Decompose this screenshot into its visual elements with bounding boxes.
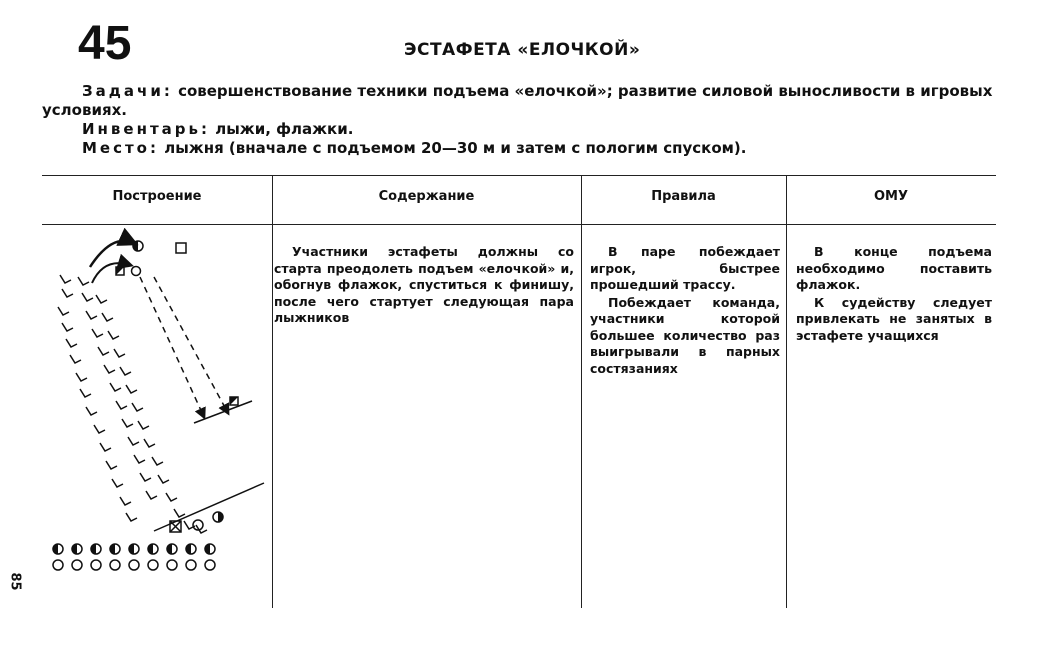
omu-text-1: В конце подъема необходимо поставить флажок. <box>796 244 992 292</box>
team-a-player-icon <box>91 544 101 554</box>
team-a-player-icon <box>148 544 158 554</box>
formation-diagram <box>42 225 272 658</box>
inventory-text: лыжи, флажки. <box>215 120 354 138</box>
column-header-rules: Правила <box>651 189 716 204</box>
half-filled-square-icon <box>116 267 124 275</box>
judge-crossed-square-icon <box>170 521 181 532</box>
team-a-player-icon <box>129 544 139 554</box>
rules-text-2: Побеждает команда, участники которой большее количество раз выигрывали в парных состязаниях <box>590 294 780 376</box>
start-flag-square-icon <box>176 243 186 253</box>
place-label: Место: <box>82 139 159 157</box>
exercise-number: 45 <box>78 17 132 70</box>
team-b-player-icon <box>91 560 101 570</box>
team-a-player-icon <box>186 544 196 554</box>
team-b-player-icon <box>186 560 196 570</box>
team-b-player-icon <box>72 560 82 570</box>
open-circle-icon <box>132 267 141 276</box>
column-divider-3 <box>786 175 787 608</box>
team-b-player-icon <box>129 560 139 570</box>
page-number: 85 <box>7 572 23 591</box>
column-header-omu: ОМУ <box>873 189 908 204</box>
exercise-table <box>42 175 996 608</box>
finish-half-square-icon <box>230 397 238 405</box>
team-b-player-icon <box>53 560 63 570</box>
tasks-label: Задачи: <box>82 82 173 100</box>
place-paragraph <box>82 139 996 158</box>
herringbone-track-right <box>96 295 207 533</box>
team-a-player-icon <box>72 544 82 554</box>
column-header-content: Содержание <box>378 189 475 204</box>
start-half-circle-icon <box>213 512 223 522</box>
omu-cell <box>796 244 992 345</box>
team-a-player-icon <box>53 544 63 554</box>
team-a-row <box>53 544 215 554</box>
team-b-player-icon <box>148 560 158 570</box>
top-half-filled-circle-icon <box>133 241 143 251</box>
team-a-player-icon <box>167 544 177 554</box>
column-divider-1 <box>272 175 273 608</box>
table-top-border <box>42 175 996 176</box>
place-text: лыжня (вначале с подъемом 20—30 м и затем с пологим спуском). <box>164 139 747 157</box>
rules-text-1: В паре побеждает игрок, быстрее прошедший трассу. <box>590 244 780 292</box>
page-title: ЭСТАФЕТА «ЕЛОЧКОЙ» <box>404 40 641 60</box>
content-text: Участники эстафеты должны со старта преодолеть подъем «елочкой» и, обогнув флажок, спуститься к финишу, после чего стартует следующая пара лыжников <box>274 244 574 325</box>
team-b-row <box>53 560 215 570</box>
content-cell <box>274 244 574 328</box>
inventory-label: Инвентарь: <box>82 120 210 138</box>
team-a-player-icon <box>205 544 215 554</box>
team-b-player-icon <box>110 560 120 570</box>
descent-arrow-2 <box>154 277 228 413</box>
tasks-paragraph <box>42 82 996 120</box>
inventory-paragraph <box>82 120 996 139</box>
omu-text-2: К судейству следует привлекать не занятых в эстафете учащихся <box>796 294 992 343</box>
team-a-player-icon <box>110 544 120 554</box>
column-divider-2 <box>581 175 582 608</box>
descent-arrow-1 <box>140 277 204 417</box>
herringbone-track-left <box>58 275 157 521</box>
team-b-player-icon <box>205 560 215 570</box>
column-header-formation: Построение <box>112 189 202 204</box>
tasks-text: совершенствование техники подъема «елочкой»; развитие силовой выносливости в игровых условиях. <box>42 82 993 119</box>
team-b-player-icon <box>167 560 177 570</box>
rules-cell <box>590 244 780 378</box>
